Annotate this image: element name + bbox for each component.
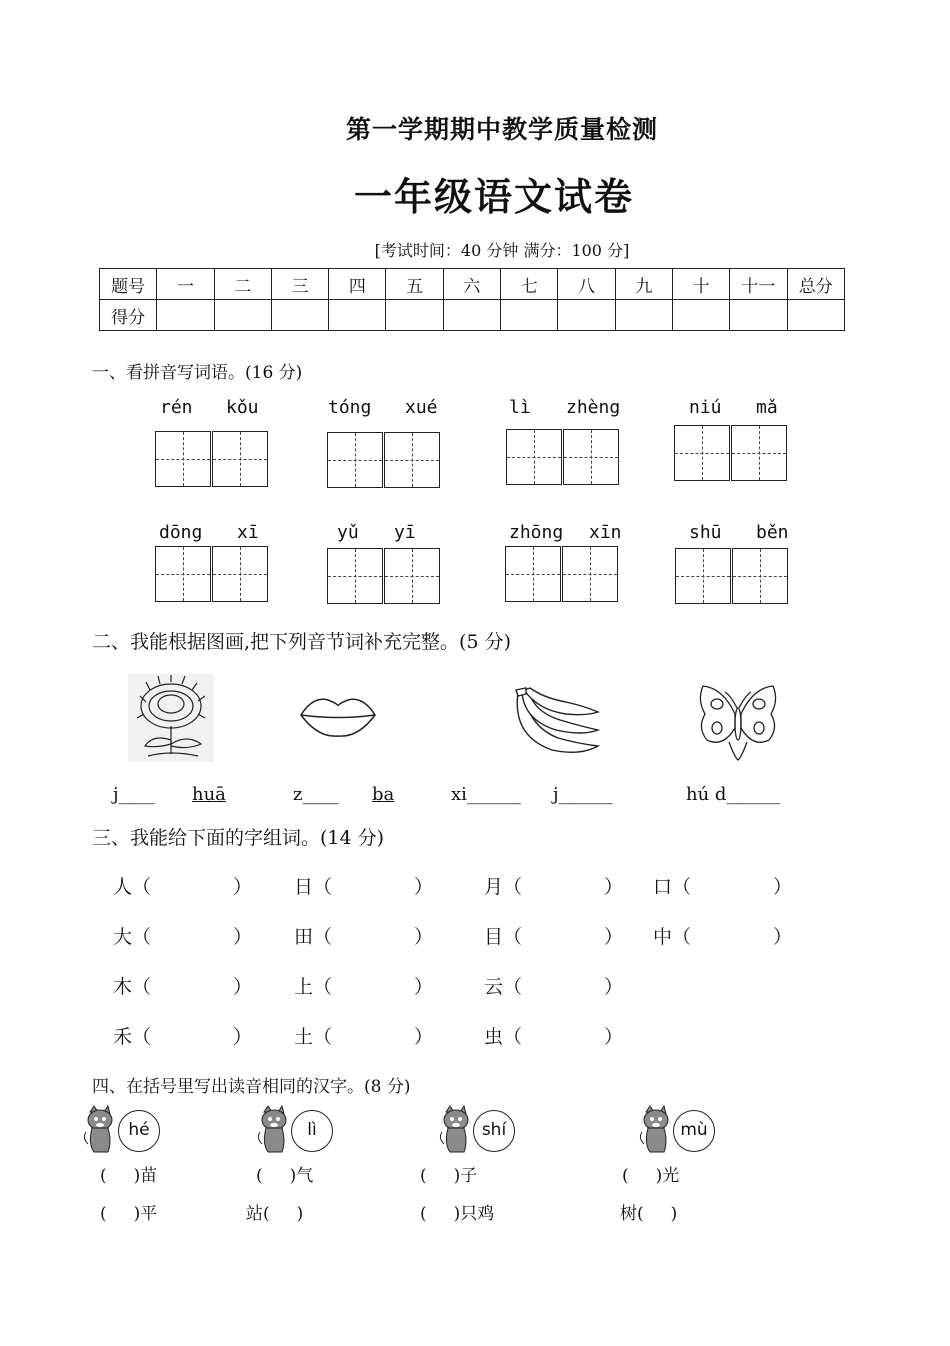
writing-box[interactable] [506, 429, 562, 485]
char: 目 [484, 926, 504, 948]
score-entry[interactable] [329, 300, 386, 331]
writing-box[interactable] [732, 548, 788, 604]
pinyin: mǎ [756, 397, 778, 418]
score-entry[interactable] [386, 300, 443, 331]
pinyin: tóng [328, 397, 372, 418]
pinyin: běn [756, 522, 789, 543]
pinyin: yī [394, 522, 416, 543]
score-table-header-row [100, 269, 845, 300]
char: 中 [653, 926, 673, 948]
score-entry[interactable] [271, 300, 328, 331]
fill-item[interactable]: ( )苗 [100, 1166, 158, 1186]
score-cell: 五 [386, 269, 443, 300]
score-cell: 四 [329, 269, 386, 300]
pinyin: lì [509, 397, 531, 418]
pinyin: xīn [589, 522, 622, 543]
score-cell: 八 [558, 269, 615, 300]
fill-item[interactable]: 树( ) [620, 1204, 678, 1224]
char-item: 木（ ） [113, 976, 253, 998]
writing-box[interactable] [384, 432, 440, 488]
section1-heading: 一、看拼音写词语。(16 分) [92, 363, 303, 383]
pinyin: dōng [159, 522, 203, 543]
char: 虫 [484, 1026, 504, 1048]
writing-box[interactable] [505, 546, 561, 602]
char-item: 中（ ） [653, 926, 793, 948]
pinyin: rén [160, 397, 193, 418]
fill-item[interactable]: ( )光 [622, 1166, 680, 1186]
score-cell: 三 [271, 269, 328, 300]
answer-syllable: huā [192, 784, 226, 805]
char-item: 土（ ） [294, 1026, 434, 1048]
char-item: 虫（ ） [484, 1026, 624, 1048]
answer-blank[interactable]: j____ [113, 784, 155, 805]
writing-box[interactable] [327, 548, 383, 604]
char: 大 [113, 926, 133, 948]
fill-item[interactable]: ( )子 [420, 1166, 478, 1186]
writing-box[interactable] [155, 431, 211, 487]
fill-item[interactable]: 站( ) [246, 1204, 304, 1224]
pinyin: zhèng [566, 397, 621, 418]
pinyin: kǒu [226, 397, 259, 418]
char: 日 [294, 876, 314, 898]
score-cell: 二 [214, 269, 271, 300]
butterfly-icon [695, 684, 781, 762]
exam-subtitle: 第一学期期中教学质量检测 [345, 115, 658, 144]
char-item: 上（ ） [294, 976, 434, 998]
char-item: 田（ ） [294, 926, 434, 948]
banana-icon [510, 686, 602, 758]
char-item: 日（ ） [294, 876, 434, 898]
score-cell: 总分 [787, 269, 844, 300]
char-item: 大（ ） [113, 926, 253, 948]
score-entry[interactable] [672, 300, 729, 331]
writing-box[interactable] [562, 546, 618, 602]
char-item: 口（ ） [653, 876, 793, 898]
lips-icon [298, 690, 378, 740]
score-cell: 题号 [100, 269, 157, 300]
answer-blank[interactable]: j______ [553, 784, 613, 805]
char: 上 [294, 976, 314, 998]
writing-box[interactable] [675, 548, 731, 604]
char: 口 [653, 876, 673, 898]
score-entry[interactable] [501, 300, 558, 331]
section4-heading: 四、在括号里写出读音相同的汉字。(8 分) [92, 1077, 411, 1097]
pinyin-bubble: hé [118, 1110, 160, 1152]
score-entry[interactable] [214, 300, 271, 331]
exam-info: [考试时间：40 分钟 满分：100 分] [374, 241, 630, 260]
fill-item[interactable]: ( )只鸡 [420, 1204, 495, 1224]
pinyin-bubble: mù [673, 1110, 715, 1152]
writing-box[interactable] [731, 425, 787, 481]
writing-box[interactable] [212, 546, 268, 602]
pinyin: niú [689, 397, 722, 418]
exam-title: 一年级语文试卷 [353, 175, 634, 219]
char-item: 目（ ） [484, 926, 624, 948]
pinyin: xué [405, 397, 438, 418]
score-table [99, 268, 845, 331]
score-entry[interactable] [558, 300, 615, 331]
writing-box[interactable] [212, 431, 268, 487]
score-cell: 十 [672, 269, 729, 300]
score-cell: 十一 [730, 269, 787, 300]
score-row-label: 得分 [100, 300, 157, 331]
answer-blank[interactable]: xi______ [451, 784, 521, 805]
score-cell: 一 [157, 269, 214, 300]
pinyin: zhōng [509, 522, 564, 543]
score-table-score-row [100, 300, 845, 331]
answer-blank[interactable]: hú d______ [686, 784, 781, 805]
pinyin: shū [689, 522, 722, 543]
writing-box[interactable] [563, 429, 619, 485]
pinyin: xī [237, 522, 259, 543]
pinyin: yǔ [337, 522, 359, 543]
score-entry[interactable] [615, 300, 672, 331]
char: 云 [484, 976, 504, 998]
char-item: 人（ ） [113, 876, 253, 898]
score-entry[interactable] [730, 300, 787, 331]
pinyin-bubble: lì [291, 1110, 333, 1152]
section3-heading: 三、我能给下面的字组词。(14 分) [92, 827, 385, 849]
char-item: 禾（ ） [113, 1026, 253, 1048]
score-entry[interactable] [787, 300, 844, 331]
fill-item[interactable]: ( )平 [100, 1204, 158, 1224]
fill-item[interactable]: ( )气 [256, 1166, 314, 1186]
answer-syllable: ba [372, 784, 395, 805]
pinyin-bubble: shí [473, 1110, 515, 1152]
char: 木 [113, 976, 133, 998]
char-item: 云（ ） [484, 976, 624, 998]
score-entry[interactable] [157, 300, 214, 331]
char: 月 [484, 876, 504, 898]
score-entry[interactable] [443, 300, 500, 331]
writing-box[interactable] [327, 432, 383, 488]
char: 土 [294, 1026, 314, 1048]
score-cell: 六 [443, 269, 500, 300]
char-item: 月（ ） [484, 876, 624, 898]
flower-icon [128, 674, 214, 762]
char: 人 [113, 876, 133, 898]
char: 禾 [113, 1026, 133, 1048]
char: 田 [294, 926, 314, 948]
writing-box[interactable] [384, 548, 440, 604]
section2-heading: 二、我能根据图画,把下列音节词补充完整。(5 分) [92, 631, 511, 653]
score-cell: 七 [501, 269, 558, 300]
writing-box[interactable] [674, 425, 730, 481]
writing-box[interactable] [155, 546, 211, 602]
answer-blank[interactable]: z____ [293, 784, 339, 805]
score-cell: 九 [615, 269, 672, 300]
